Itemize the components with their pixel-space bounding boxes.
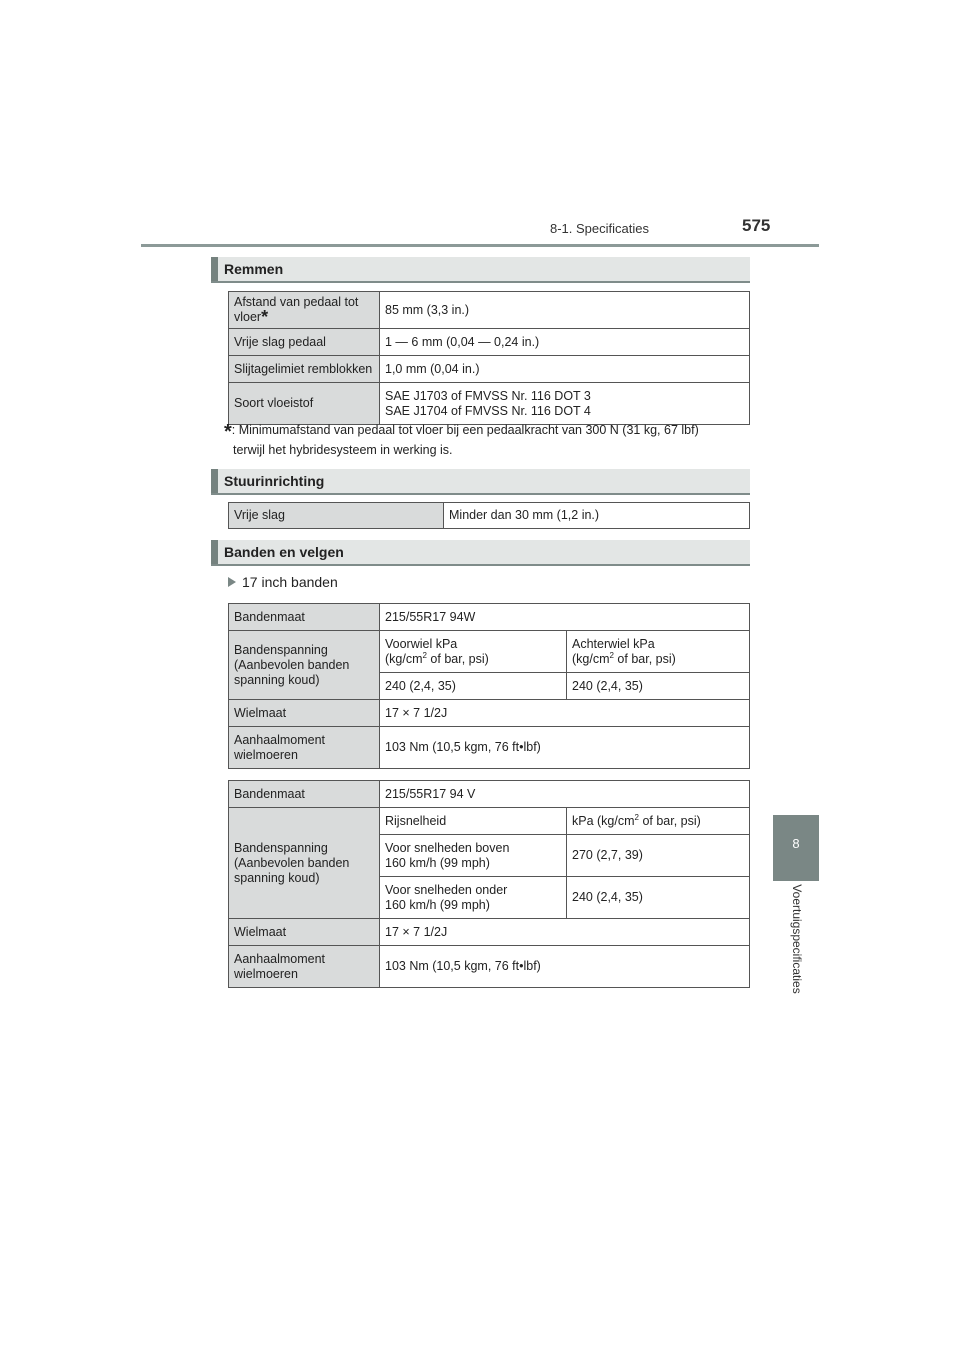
cell-value: 17 × 7 1/2J	[380, 919, 750, 946]
table-row	[229, 292, 750, 329]
cell-label: Aanhaalmoment wielmoeren	[229, 946, 380, 988]
cell-label: Aanhaalmoment wielmoeren	[229, 727, 380, 769]
chapter-tab[interactable]	[773, 815, 819, 881]
heading-bar	[211, 540, 218, 564]
cell-value: Minder dan 30 mm (1,2 in.)	[444, 503, 750, 529]
table-row	[229, 631, 750, 673]
cell-header-front: Voorwiel kPa ($kg/cm^2$ of bar, psi)	[380, 631, 567, 673]
table-row	[229, 781, 750, 808]
page-number: 575	[742, 216, 771, 235]
heading-text: Remmen	[224, 261, 284, 277]
table-row	[229, 946, 750, 988]
cell-value: 103 Nm (10,5 kgm, 76 ft•lbf)	[380, 727, 750, 769]
header-divider	[141, 244, 819, 247]
table-row	[229, 356, 750, 383]
chapter-number: 8	[792, 836, 800, 851]
heading-bar	[211, 257, 218, 281]
subheading-17-inch: 17 inch banden	[228, 574, 338, 590]
table-row	[229, 604, 750, 631]
cell-value: 1,0 mm (0,04 in.)	[380, 356, 750, 383]
cell-label: Wielmaat	[229, 700, 380, 727]
cell-label: Wielmaat	[229, 919, 380, 946]
heading-text: Stuurinrichting	[224, 473, 325, 489]
section-heading-banden	[211, 540, 750, 566]
table-row	[229, 329, 750, 356]
table-row	[229, 727, 750, 769]
table-row	[229, 700, 750, 727]
cell-speed: Voor snelheden onder 160 km/h (99 mph)	[380, 877, 567, 919]
cell-value: 103 Nm (10,5 kgm, 76 ft•lbf)	[380, 946, 750, 988]
cell-label: Slijtagelimiet remblokken	[229, 356, 380, 383]
cell-value: 17 × 7 1/2J	[380, 700, 750, 727]
heading-bar	[211, 469, 218, 493]
section-title: 8-1. Specificaties	[550, 221, 649, 236]
cell-value: SAE J1703 of FMVSS Nr. 116 DOT 3 SAE J1704 of FMVSS Nr. 116 DOT 4	[380, 383, 750, 425]
cell-label: Afstand van pedaal tot vloer*	[229, 292, 380, 329]
cell-value: 215/55R17 94 V	[380, 781, 750, 808]
table-row	[229, 919, 750, 946]
cell-value: 85 mm (3,3 in.)	[380, 292, 750, 329]
table-row	[229, 503, 750, 529]
cell-value: 270 (2,7, 39)	[567, 835, 750, 877]
chapter-label-text: Voertuigspecificaties	[790, 884, 804, 994]
triangle-bullet-icon	[228, 577, 236, 587]
stuur-table	[228, 502, 750, 529]
banden-table-2	[228, 780, 750, 988]
cell-label: Vrije slag	[229, 503, 444, 529]
table-row	[229, 808, 750, 835]
cell-value: 240 (2,4, 35)	[380, 673, 567, 700]
cell-value: 215/55R17 94W	[380, 604, 750, 631]
section-heading-stuurinrichting	[211, 469, 750, 495]
cell-label: Soort vloeistof	[229, 383, 380, 425]
cell-header-rear: Achterwiel kPa ($kg/cm^2$ of bar, psi)	[567, 631, 750, 673]
cell-value: 240 (2,4, 35)	[567, 673, 750, 700]
table-row	[229, 383, 750, 425]
cell-value: 1 — 6 mm (0,04 — 0,24 in.)	[380, 329, 750, 356]
cell-label: Bandenmaat	[229, 604, 380, 631]
chapter-label	[782, 880, 812, 1020]
remmen-table	[228, 291, 750, 425]
section-heading-remmen	[211, 257, 750, 283]
cell-value: 240 (2,4, 35)	[567, 877, 750, 919]
heading-text: Banden en velgen	[224, 544, 344, 560]
cell-label: Bandenspanning (Aanbevolen banden spanning koud)	[229, 631, 380, 700]
cell-header-kpa: kPa ($kg/cm^2$ of bar, psi)	[567, 808, 750, 835]
cell-speed: Voor snelheden boven 160 km/h (99 mph)	[380, 835, 567, 877]
footnote: *: Minimumafstand van pedaal tot vloer bij een pedaalkracht van 300 N (31 kg, 67 lbf) terwijl het hybridesysteem in werking is.	[224, 421, 699, 457]
banden-table-1	[228, 603, 750, 769]
cell-label: Bandenmaat	[229, 781, 380, 808]
cell-header-speed: Rijsnelheid	[380, 808, 567, 835]
cell-label: Bandenspanning (Aanbevolen banden spanning koud)	[229, 808, 380, 919]
cell-label: Vrije slag pedaal	[229, 329, 380, 356]
